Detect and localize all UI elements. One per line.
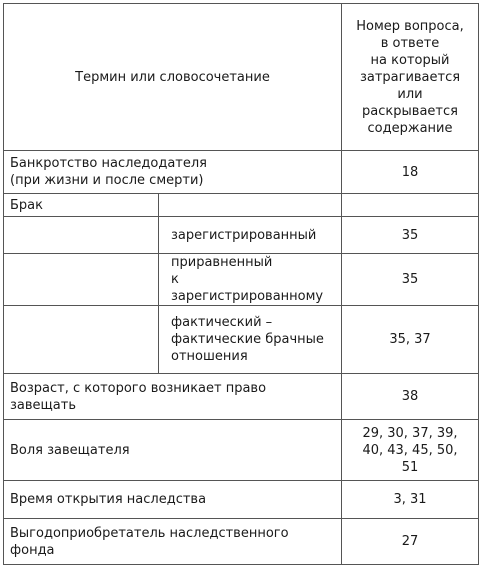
empty-cell xyxy=(4,217,159,254)
question-number-cell: 35 xyxy=(342,254,479,306)
table-row xyxy=(4,306,479,374)
empty-cell xyxy=(4,254,159,306)
table-row xyxy=(4,151,479,194)
table-header-row xyxy=(4,4,479,151)
table-row xyxy=(4,194,479,217)
empty-cell xyxy=(159,194,342,217)
table-row xyxy=(4,420,479,481)
table-row xyxy=(4,481,479,519)
question-number-cell: 35, 37 xyxy=(342,306,479,374)
term-cell: Банкротство наследодателя (при жизни и после смерти) xyxy=(4,151,342,194)
question-number-cell: 38 xyxy=(342,374,479,420)
table-row xyxy=(4,217,479,254)
term-cell: Воля завещателя xyxy=(4,420,342,481)
term-cell: Выгодоприобретатель наследственного фонда xyxy=(4,519,342,565)
table-row xyxy=(4,374,479,420)
question-number-cell: 18 xyxy=(342,151,479,194)
question-number-cell: 27 xyxy=(342,519,479,565)
question-number-cell: 35 xyxy=(342,217,479,254)
table-row xyxy=(4,254,479,306)
header-term-cell: Термин или словосочетание xyxy=(4,4,342,151)
subterm-cell: приравненный к зарегистрированному xyxy=(159,254,342,306)
term-cell: Брак xyxy=(4,194,159,217)
question-number-cell: 29, 30, 37, 39, 40, 43, 45, 50, 51 xyxy=(342,420,479,481)
header-number-cell: Номер вопроса, в ответе на который затрагивается или раскрывается содержание xyxy=(342,4,479,151)
subterm-cell: зарегистрированный xyxy=(159,217,342,254)
terms-index-table xyxy=(3,3,479,565)
empty-cell xyxy=(4,306,159,374)
question-number-cell: 3, 31 xyxy=(342,481,479,519)
question-number-cell xyxy=(342,194,479,217)
term-cell: Возраст, с которого возникает право завещать xyxy=(4,374,342,420)
term-cell: Время открытия наследства xyxy=(4,481,342,519)
subterm-cell: фактический – фактические брачные отношения xyxy=(159,306,342,374)
